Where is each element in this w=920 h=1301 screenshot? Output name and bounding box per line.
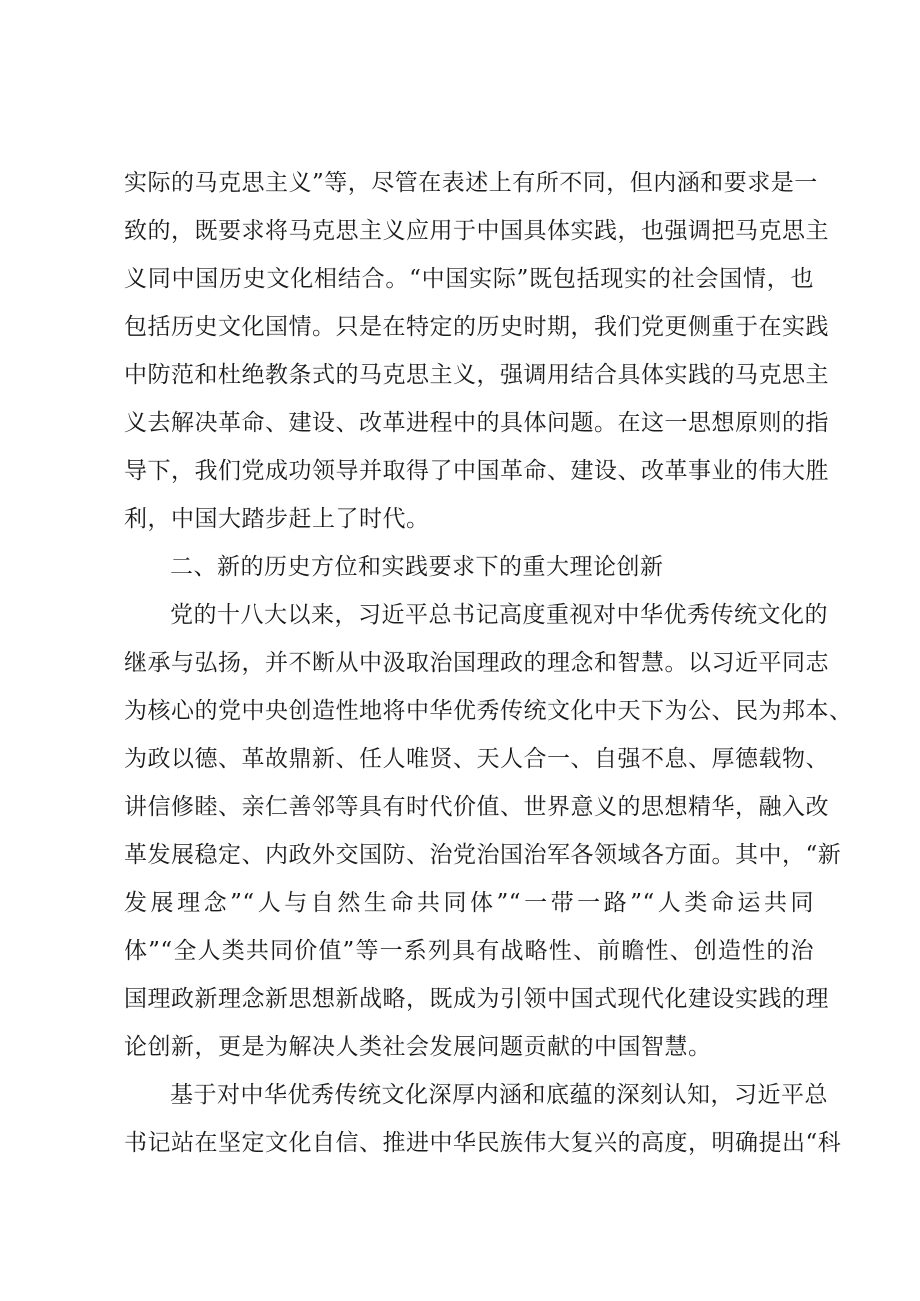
paragraph-line: 导下，我们党成功领导并取得了中国革命、建设、改革事业的伟大胜	[124, 458, 829, 484]
paragraph-line: 义去解决革命、建设、改革进程中的具体问题。在这一思想原则的指	[124, 410, 829, 436]
paragraph-line: 发展理念”“人与自然生命共同体”“一带一路”“人类命运共同	[124, 890, 814, 916]
paragraph-line: 讲信修睦、亲仁善邻等具有时代价值、世界意义的思想精华，融入改	[124, 794, 829, 820]
paragraph-line: 致的，既要求将马克思主义应用于中国具体实践，也强调把马克思主	[124, 218, 829, 244]
paragraph-line: 包括历史文化国情。只是在特定的历史时期，我们党更侧重于在实践	[124, 314, 829, 340]
paragraph-line: 为核心的党中央创造性地将中华优秀传统文化中天下为公、民为邦本、	[124, 698, 853, 724]
paragraph-line: 论创新，更是为解决人类社会发展问题贡献的中国智慧。	[124, 1034, 712, 1060]
paragraph-line: 为政以德、革故鼎新、任人唯贤、天人合一、自强不息、厚德载物、	[124, 746, 829, 772]
paragraph-line: 中防范和杜绝教条式的马克思主义，强调用结合具体实践的马克思主	[124, 362, 829, 388]
paragraph-first-line: 党的十八大以来，习近平总书记高度重视对中华优秀传统文化的	[170, 602, 828, 628]
paragraph-line: 利，中国大踏步赶上了时代。	[124, 506, 430, 532]
paragraph-line: 继承与弘扬，并不断从中汲取治国理政的理念和智慧。以习近平同志	[124, 650, 829, 676]
paragraph-line: 国理政新理念新思想新战略，既成为引领中国式现代化建设实践的理	[124, 986, 829, 1012]
section-heading: 二、新的历史方位和实践要求下的重大理论创新	[170, 554, 664, 580]
paragraph-first-line: 基于对中华优秀传统文化深厚内涵和底蕴的深刻认知，习近平总	[170, 1082, 828, 1108]
paragraph-line: 革发展稳定、内政外交国防、治党治国治军各领域各方面。其中，“新	[124, 842, 842, 868]
paragraph-line: 书记站在坚定文化自信、推进中华民族伟大复兴的高度，明确提出“科	[124, 1130, 842, 1156]
paragraph-line: 实际的马克思主义”等，尽管在表述上有所不同，但内涵和要求是一	[124, 170, 818, 196]
paragraph-line: 义同中国历史文化相结合。“中国实际”既包括现实的社会国情，也	[124, 266, 814, 292]
paragraph-line: 体”“全人类共同价值”等一系列具有战略性、前瞻性、创造性的治	[124, 938, 814, 964]
